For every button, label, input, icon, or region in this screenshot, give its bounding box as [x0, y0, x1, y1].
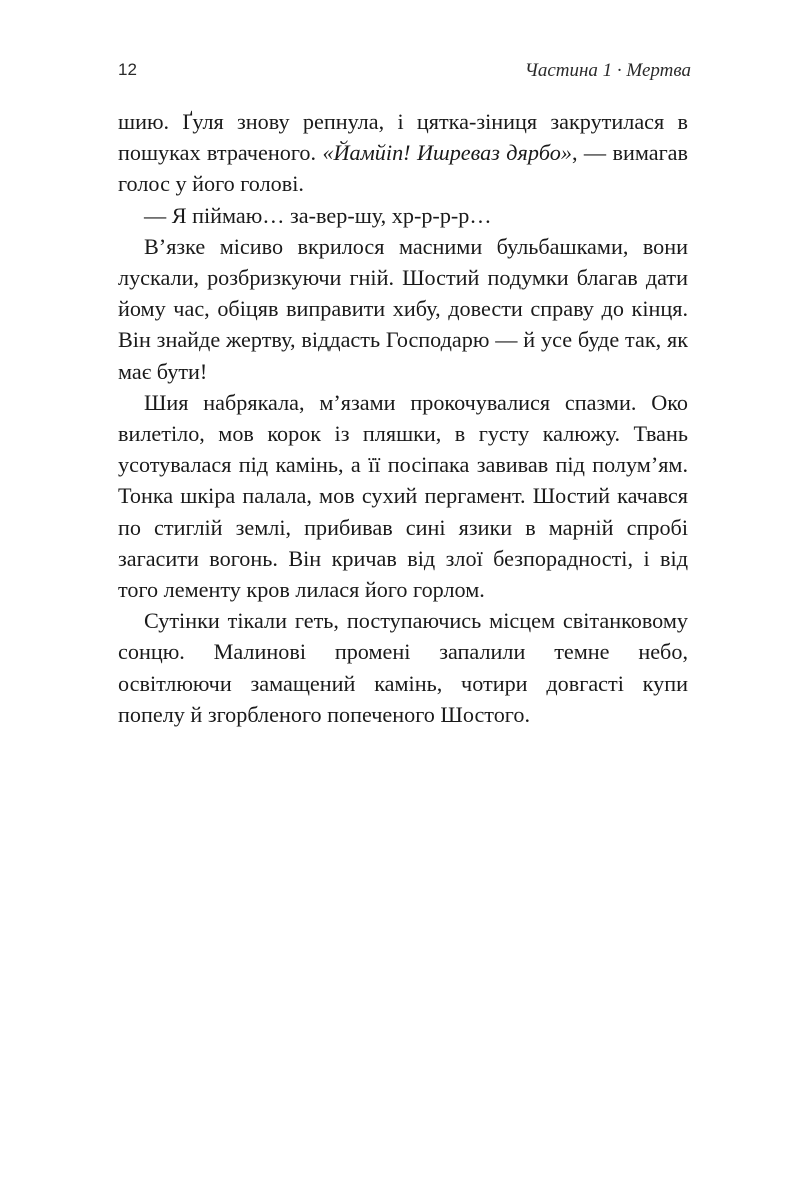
page-header	[118, 60, 691, 86]
paragraph-4: Шия набрякала, м’язами прокочувалися спазми. Око вилетіло, мов корок із пляшки, в густу калюжу. Твань усотувалася під камінь, а її посіпака завивав під полум’ям. Тонка шкіра палала, мов сухий пергамент. Шостий качався по стиглій землі, прибивав сині язики в марній спробі загасити вогонь. Він кричав від злої безпорадності, і від того лементу кров лилася його горлом.	[118, 389, 688, 603]
paragraph-1-end: , — вимагав голос у його голові.	[118, 140, 689, 197]
paragraph-1	[118, 106, 688, 200]
paragraph-2: — Я піймаю… за-вер-шу, хр-р-р-р…	[144, 202, 492, 228]
body-text	[118, 106, 688, 730]
paragraph-3: В’язке місиво вкрилося масними бульбашками, вони лускали, розбризкуючи гній. Шостий подумки благав дати йому час, обіцяв виправити хибу, довести справу до кінця. Він знайде жертву, віддасть Господарю — й усе буде так, як має бути!	[118, 233, 688, 384]
paragraph-1-italic-quote: «Йамйіп! Ишреваз дярбо»	[322, 140, 572, 166]
paragraph-1-start: шию. Ґуля знову репнула, і цятка-зіниця закрутилася в пошуках втраченого.	[118, 109, 688, 166]
paragraph-5: Сутінки тікали геть, поступаючись місцем світанковому сонцю. Малинові промені запалили темне небо, освітлюючи замащений камінь, чотири довгасті купи попелу й згорбленого попеченого Шостого.	[118, 608, 688, 727]
page-number: 12	[118, 60, 137, 79]
running-head: Частина 1 · Мертва	[524, 60, 691, 81]
